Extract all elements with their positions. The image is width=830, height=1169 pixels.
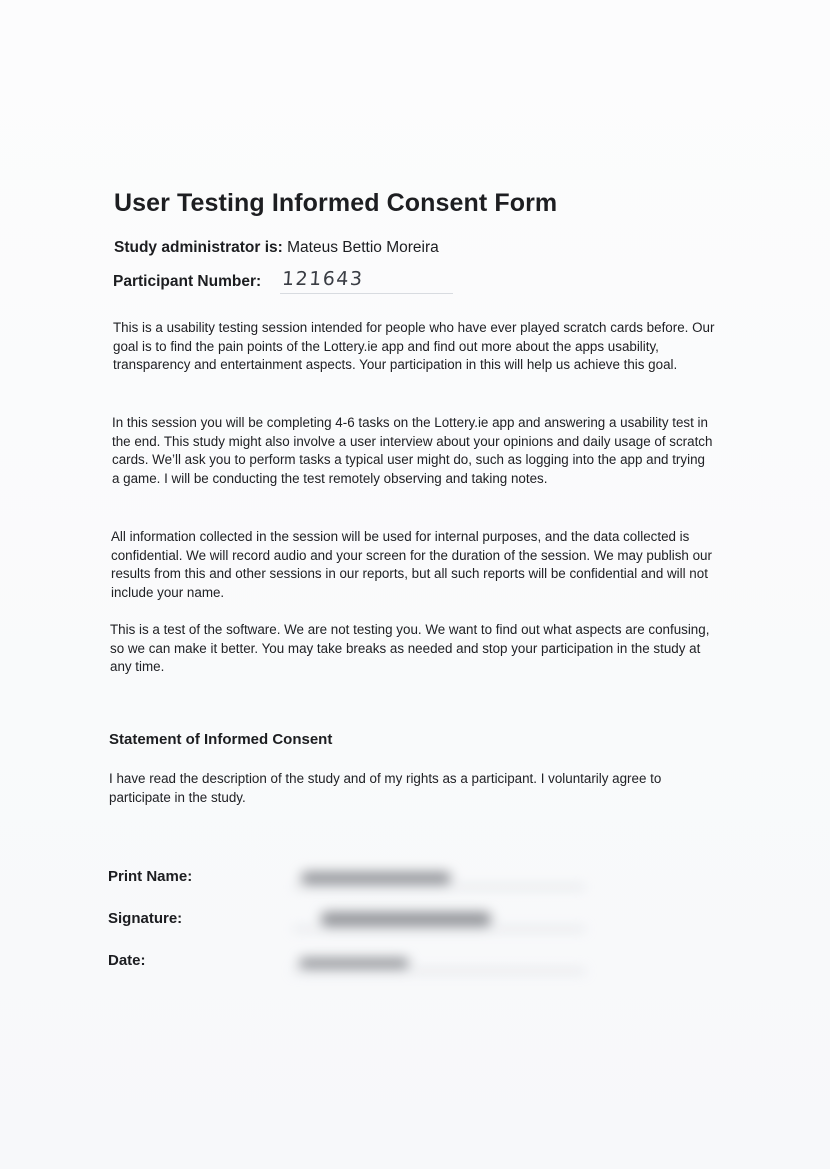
- participant-number-line: [113, 273, 261, 291]
- study-administrator-line: [114, 239, 439, 257]
- participant-number-label: Participant Number:: [113, 273, 262, 290]
- print-name-label: Print Name:: [108, 868, 193, 885]
- study-administrator-value: Mateus Bettio Moreira: [287, 239, 439, 256]
- date-label: Date:: [108, 952, 146, 969]
- participant-number-field: [280, 268, 453, 294]
- page-title: User Testing Informed Consent Form: [114, 189, 558, 217]
- session-description-paragraph: In this session you will be completing 4-6 tasks on the Lottery.ie app and answering a usability test in the end. This study might also involve a user interview about your opinions and daily usage of scratch cards. We’ll ask you to perform tasks a typical user might do, such as logging into the app and trying a game. I will be conducting the test remotely observing and taking notes.: [112, 415, 713, 486]
- participant-number-value: 121643: [281, 268, 365, 290]
- intro-paragraph: This is a usability testing session intended for people who have ever played scratch cards before. Our goal is to find the pain points of the Lottery.ie app and find out more about the apps usability, transparency and entertainment aspects. Your participation in this will help us achieve this goal.: [113, 320, 715, 373]
- confidentiality-paragraph: All information collected in the session will be used for internal purposes, and the data collected is confidential. We will record audio and your screen for the duration of the session. We may publish our results from this and other sessions in our reports, but all such reports will be confidential and will not include your name.: [111, 529, 712, 600]
- date-field-redacted: [293, 952, 585, 974]
- software-test-paragraph: This is a test of the software. We are not testing you. We want to find out what aspects are confusing, so we can make it better. You may take breaks as needed and stop your participation in the study at any time.: [110, 622, 710, 675]
- consent-statement: I have read the description of the study and of my rights as a participant. I voluntarily agree to participate in the study.: [109, 771, 662, 805]
- signature-label: Signature:: [108, 910, 183, 927]
- signature-field-redacted: [293, 910, 585, 932]
- study-administrator-label: Study administrator is:: [114, 239, 283, 256]
- print-name-field-redacted: [293, 868, 585, 890]
- consent-heading: Statement of Informed Consent: [109, 731, 333, 748]
